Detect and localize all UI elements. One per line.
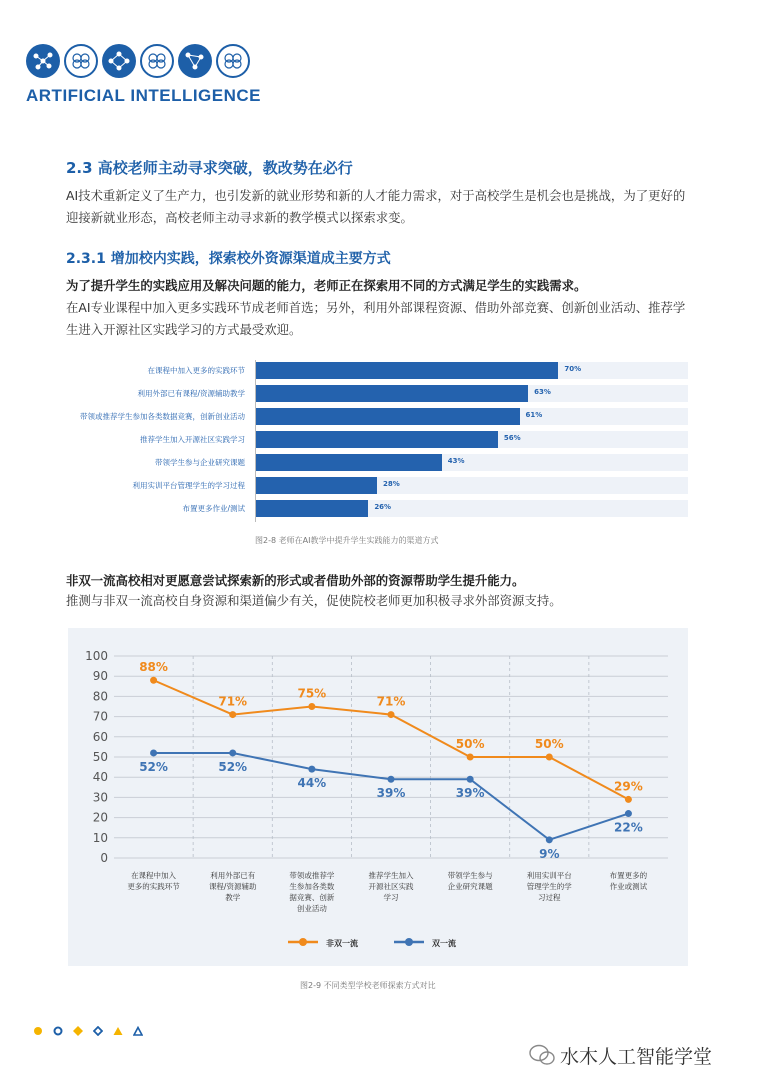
- data-label: 88%: [139, 660, 168, 675]
- data-point: [308, 703, 315, 710]
- bar: [256, 477, 377, 494]
- network-icon: [26, 44, 60, 78]
- bar-category-label: 在课程中加入更多的实践环节: [147, 366, 245, 375]
- y-tick-label: 70: [92, 709, 108, 724]
- bar-track: [256, 431, 688, 448]
- data-label: 39%: [455, 786, 485, 801]
- bar-value-label: 43%: [447, 457, 465, 465]
- y-tick-label: 30: [92, 790, 108, 805]
- bar-category-label: 利用实训平台管理学生的学习过程: [132, 481, 245, 490]
- bar-value-label: 70%: [564, 365, 582, 373]
- x-tick-label: 管理学生的学: [526, 882, 572, 891]
- bar: [256, 408, 520, 425]
- bar: [256, 454, 442, 471]
- bar-track: [256, 385, 688, 402]
- section-title: 2.3 高校老师主动寻求突破，教改势在必行: [66, 159, 353, 177]
- x-tick-label: 推荐学生加入: [368, 871, 414, 880]
- data-point: [308, 766, 315, 773]
- bar-track: [256, 408, 688, 425]
- data-label: 71%: [376, 694, 406, 709]
- line-chart-panel: [68, 628, 688, 966]
- legend-marker: [405, 938, 413, 946]
- bar-category-label: 布置更多作业/测试: [182, 504, 245, 513]
- bar-track: [256, 454, 688, 471]
- legend-label: 非双一流: [326, 939, 358, 948]
- data-label: 9%: [539, 846, 560, 861]
- bar-category-label: 带领或推荐学生参加各类数据竞赛，创新创业活动: [80, 412, 245, 421]
- data-point: [625, 796, 632, 803]
- y-tick-label: 50: [92, 750, 108, 764]
- part2-lead: 非双一流高校相对更愿意尝试探索新的形式或者借助外部的资源帮助学生提升能力。: [66, 573, 525, 588]
- brain-icon: [64, 44, 98, 78]
- bar-track: [256, 362, 688, 379]
- y-tick-label: 60: [92, 729, 108, 744]
- bar-value-label: 61%: [525, 411, 543, 419]
- data-point: [467, 754, 474, 761]
- data-point: [150, 749, 157, 756]
- data-label: 71%: [218, 694, 248, 709]
- bar-row: [0, 500, 761, 517]
- x-tick-label: 开源社区实践: [368, 882, 414, 891]
- bar-category-label: 推荐学生加入开源社区实践学习: [140, 435, 245, 444]
- watermark: 水木人工智能学堂: [560, 1046, 713, 1068]
- network-icon: [178, 44, 212, 78]
- bar: [256, 385, 528, 402]
- x-tick-label: 带领或推荐学: [289, 871, 335, 880]
- subsection-text: 在AI专业课程中加入更多实践环节成老师首选；另外，利用外部课程资源、借助外部竞赛、创新创业活动、推荐学生进入开源社区实践学习的方式最受欢迎。: [66, 300, 686, 337]
- x-tick-label: 更多的实践环节: [127, 882, 180, 891]
- data-point: [467, 776, 474, 783]
- y-tick-label: 80: [92, 689, 108, 704]
- data-point: [388, 776, 395, 783]
- bar-category-label: 带领学生参与企业研究课题: [155, 458, 245, 467]
- bar-track: [256, 477, 688, 494]
- x-tick-label: 企业研究课题: [447, 882, 493, 891]
- bar-value-label: 63%: [534, 388, 551, 396]
- brand-title: ARTIFICIAL INTELLIGENCE: [26, 86, 262, 105]
- x-tick-label: 学习: [383, 893, 399, 902]
- network-icon: [102, 44, 136, 78]
- y-tick-label: 100: [85, 649, 108, 663]
- legend-label: 双一流: [432, 939, 456, 948]
- x-tick-label: 据竞赛、创新: [289, 893, 335, 902]
- line-chart: [68, 628, 688, 966]
- data-label: 44%: [297, 776, 327, 791]
- legend-marker: [299, 938, 307, 946]
- subsection-title: 2.3.1 增加校内实践，探索校外资源渠道成主要方式: [66, 251, 391, 267]
- ring-icon: [53, 1026, 63, 1036]
- bar-row: [0, 362, 761, 379]
- y-tick-label: 40: [92, 770, 108, 785]
- subsection-lead: 为了提升学生的实践应用及解决问题的能力，老师正在探索用不同的方式满足学生的实践需求。: [66, 278, 587, 293]
- bar-value-label: 28%: [382, 480, 400, 488]
- bar-row: [0, 385, 761, 402]
- x-tick-label: 利用外部已有: [210, 871, 256, 880]
- brain-icon: [216, 44, 250, 78]
- triangle-outline-icon: [133, 1026, 143, 1036]
- bar-row: [0, 477, 761, 494]
- bar-chart: [0, 362, 761, 522]
- wechat-icon: [528, 1043, 556, 1071]
- data-label: 52%: [139, 759, 168, 774]
- footer-decoration: [33, 1026, 143, 1036]
- data-label: 52%: [218, 759, 248, 774]
- data-label: 50%: [455, 737, 485, 751]
- y-tick-label: 0: [100, 851, 108, 865]
- bar-row: [0, 431, 761, 448]
- x-tick-label: 习过程: [538, 893, 561, 902]
- data-point: [229, 711, 236, 718]
- bar: [256, 362, 558, 379]
- bar-value-label: 26%: [374, 503, 392, 511]
- data-point: [546, 836, 553, 843]
- part2-text: 推测与非双一流高校自身资源和渠道偏少有关，促使院校老师更加积极寻求外部资源支持。: [66, 593, 562, 608]
- data-label: 39%: [376, 786, 406, 801]
- bar-track: [256, 500, 688, 517]
- data-label: 22%: [614, 820, 643, 835]
- bar-value-label: 56%: [503, 434, 521, 442]
- data-point: [229, 749, 236, 756]
- bar: [256, 431, 498, 448]
- x-tick-label: 在课程中加入: [131, 871, 177, 880]
- dot-icon: [33, 1026, 43, 1036]
- section-intro: AI技术重新定义了生产力，也引发新的就业形势和新的人才能力需求，对于高校学生是机会也是挑战，为了更好的迎接新就业形态，高校老师主动寻求新的教学模式以探索求变。: [66, 188, 686, 225]
- x-tick-label: 带领学生参与: [447, 871, 493, 880]
- bar-category-label: 利用外部已有课程/资源辅助教学: [137, 389, 245, 398]
- x-tick-label: 创业活动: [296, 904, 327, 913]
- x-tick-label: 教学: [225, 893, 241, 902]
- triangle-icon: [113, 1026, 123, 1036]
- x-tick-label: 生参加各类数: [289, 882, 335, 891]
- diamond-outline-icon: [93, 1026, 103, 1036]
- brain-icon: [140, 44, 174, 78]
- x-tick-label: 课程/资源辅助: [208, 882, 257, 891]
- data-label: 50%: [534, 737, 564, 751]
- data-label: 29%: [614, 779, 643, 794]
- data-point: [150, 677, 157, 684]
- x-tick-label: 布置更多的: [609, 871, 648, 880]
- x-tick-label: 利用实训平台: [526, 871, 572, 880]
- bar-row: [0, 408, 761, 425]
- data-point: [625, 810, 632, 817]
- bar: [256, 500, 368, 517]
- data-label: 75%: [297, 686, 327, 701]
- diamond-icon: [73, 1026, 83, 1036]
- y-tick-label: 10: [92, 830, 108, 845]
- data-point: [546, 754, 553, 761]
- figure2-caption: 图2-9 不同类型学校老师探索方式对比: [300, 981, 436, 990]
- x-tick-label: 作业或测试: [609, 882, 648, 891]
- figure1-caption: 图2-8 老师在AI教学中提升学生实践能力的渠道方式: [255, 536, 439, 545]
- y-tick-label: 20: [92, 810, 108, 825]
- logo-row: [26, 44, 250, 78]
- bar-row: [0, 454, 761, 471]
- data-point: [388, 711, 395, 718]
- y-tick-label: 90: [92, 669, 108, 684]
